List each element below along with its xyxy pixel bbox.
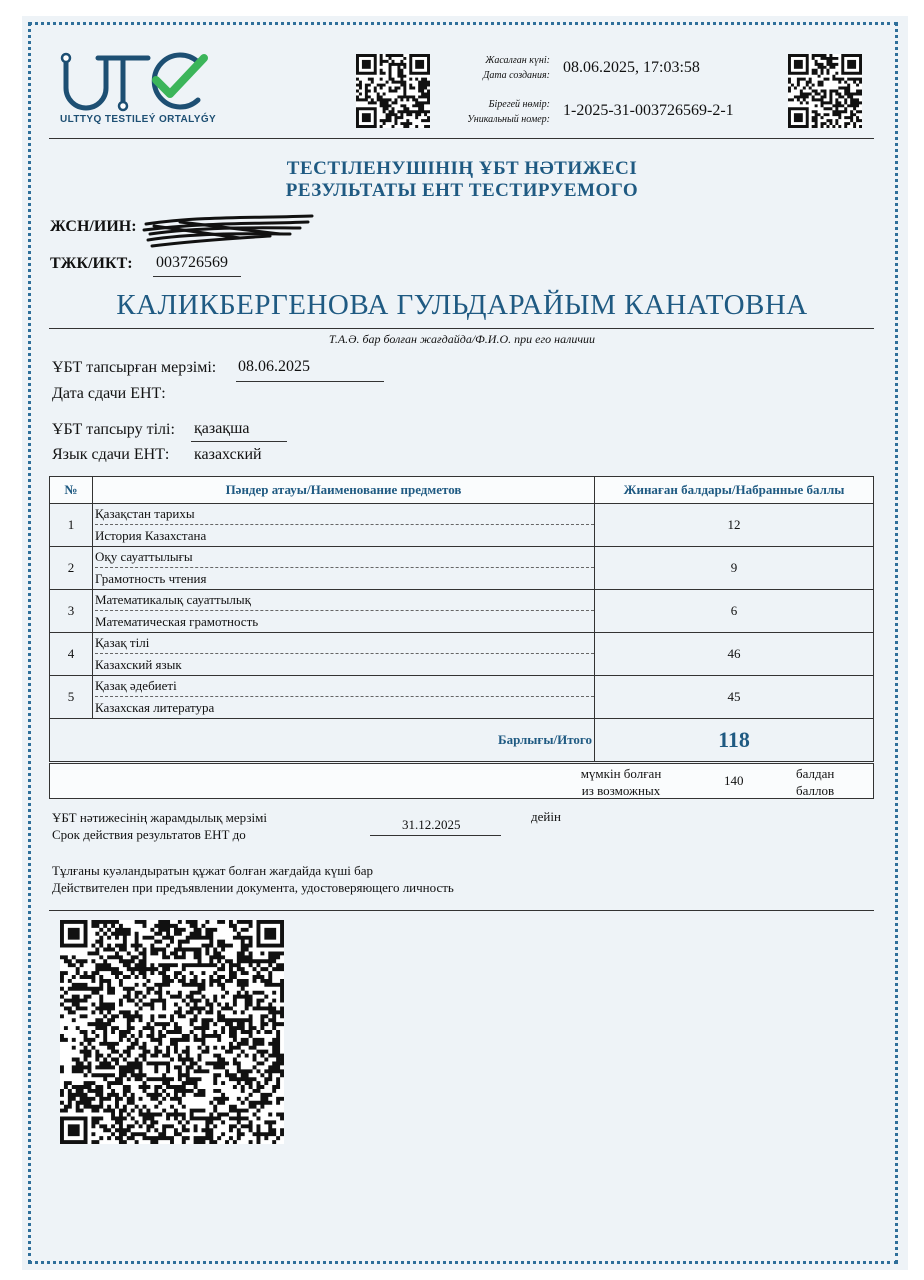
subject-ru: Казахский язык <box>95 657 182 672</box>
table-header-row <box>50 477 874 504</box>
possible-label-right: балдан баллов <box>796 766 835 798</box>
possible-label-left: мүмкін болған из возможных <box>580 766 662 798</box>
header-subject: Пәндер атауы/Наименование предметов <box>93 477 595 504</box>
exam-lang-label-kz: ҰБТ тапсыру тілі: <box>52 421 175 438</box>
row-num: 4 <box>50 633 93 676</box>
score-cell: 12 <box>595 504 874 547</box>
row-num: 5 <box>50 676 93 719</box>
exam-lang-underline <box>191 441 287 442</box>
subject-ru: Казахская литература <box>95 700 215 715</box>
subject-kz: Қазақ әдебиеті <box>95 676 594 697</box>
qr-code-icon <box>788 54 862 128</box>
full-name-note: Т.А.Ә. бар болған жағдайда/Ф.И.О. при его наличии <box>328 332 596 346</box>
table-row <box>50 676 874 719</box>
subject-kz: Математикалық сауаттылық <box>95 590 594 611</box>
header-score: Жинаған балдары/Набранные баллы <box>595 477 874 504</box>
unique-number-value: 1-2025-31-003726569-2-1 <box>563 102 734 119</box>
iin-label: ЖСН/ИИН: <box>50 218 137 235</box>
row-num: 2 <box>50 547 93 590</box>
ikt-underline <box>153 276 241 277</box>
subject-cell <box>93 590 595 633</box>
utc-logo-icon <box>58 50 208 119</box>
score-cell: 6 <box>595 590 874 633</box>
subject-kz: Оқу сауаттылығы <box>95 547 594 568</box>
total-row <box>50 719 874 762</box>
exam-date-value: 08.06.2025 <box>238 358 310 375</box>
subject-ru: Математическая грамотность <box>95 614 259 629</box>
exam-lang-value-kz: қазақша <box>194 420 250 437</box>
exam-date-underline <box>236 381 384 382</box>
footer-note: Тұлғаны куәландыратын құжат болған жағдайда күші бар Действителен при предъявлении документа, удостоверяющего личность <box>52 863 454 895</box>
validity-date: 31.12.2025 <box>402 817 461 832</box>
row-num: 1 <box>50 504 93 547</box>
creation-date-value: 08.06.2025, 17:03:58 <box>563 59 700 76</box>
subject-cell <box>93 676 595 719</box>
exam-lang-label-ru: Язык сдачи ЕНТ: <box>52 446 170 463</box>
subject-ru: Грамотность чтения <box>95 571 207 586</box>
creation-date-label: Жасалған күні: Дата создания: <box>482 55 550 81</box>
name-underline <box>49 328 874 329</box>
divider <box>49 138 874 139</box>
ikt-value: 003726569 <box>156 254 228 271</box>
subject-kz: Қазақ тілі <box>95 633 594 654</box>
qr-code-icon <box>60 920 284 1144</box>
subject-cell <box>93 633 595 676</box>
table-row <box>50 547 874 590</box>
subject-ru: История Казахстана <box>95 528 207 543</box>
exam-date-label-kz: ҰБТ тапсырған мерзімі: <box>52 359 217 376</box>
title-ru: РЕЗУЛЬТАТЫ ЕНТ ТЕСТИРУЕМОГО <box>285 180 639 201</box>
score-cell: 45 <box>595 676 874 719</box>
table-row <box>50 590 874 633</box>
unique-number-label: Бірегей нөмір: Уникальный номер: <box>467 99 550 125</box>
organization-name: ULTTYQ TESTILEÝ ORTALYǴY <box>60 114 217 125</box>
redaction-scribble-icon <box>140 212 320 257</box>
exam-date-label-ru: Дата сдачи ЕНТ: <box>52 385 166 402</box>
exam-lang-value-ru: казахский <box>194 446 262 463</box>
table-row <box>50 504 874 547</box>
score-cell: 46 <box>595 633 874 676</box>
ikt-label: ТЖК/ИКТ: <box>50 255 133 272</box>
total-value: 118 <box>595 719 874 762</box>
possible-points-row <box>49 763 874 799</box>
possible-value: 140 <box>724 773 744 788</box>
subject-kz: Қазақстан тарихы <box>95 504 594 525</box>
row-num: 3 <box>50 590 93 633</box>
subject-cell <box>93 504 595 547</box>
score-cell: 9 <box>595 547 874 590</box>
results-table <box>49 476 874 762</box>
subject-cell <box>93 547 595 590</box>
footer-divider <box>49 910 874 911</box>
validity-underline <box>370 835 501 836</box>
total-label: Барлығы/Итого <box>50 719 595 762</box>
validity-label: ҰБТ нәтижесінің жарамдылық мерзімі Срок действия результатов ЕНТ до <box>52 810 267 842</box>
validity-suffix: дейін <box>531 809 561 824</box>
table-row <box>50 633 874 676</box>
qr-code-icon <box>356 54 430 128</box>
title-kz: ТЕСТІЛЕНУШІНІҢ ҰБТ НӘТИЖЕСІ <box>286 158 638 179</box>
header-num: № <box>50 477 93 504</box>
full-name: КАЛИКБЕРГЕНОВА ГУЛЬДАРАЙЫМ КАНАТОВНА <box>116 289 808 321</box>
